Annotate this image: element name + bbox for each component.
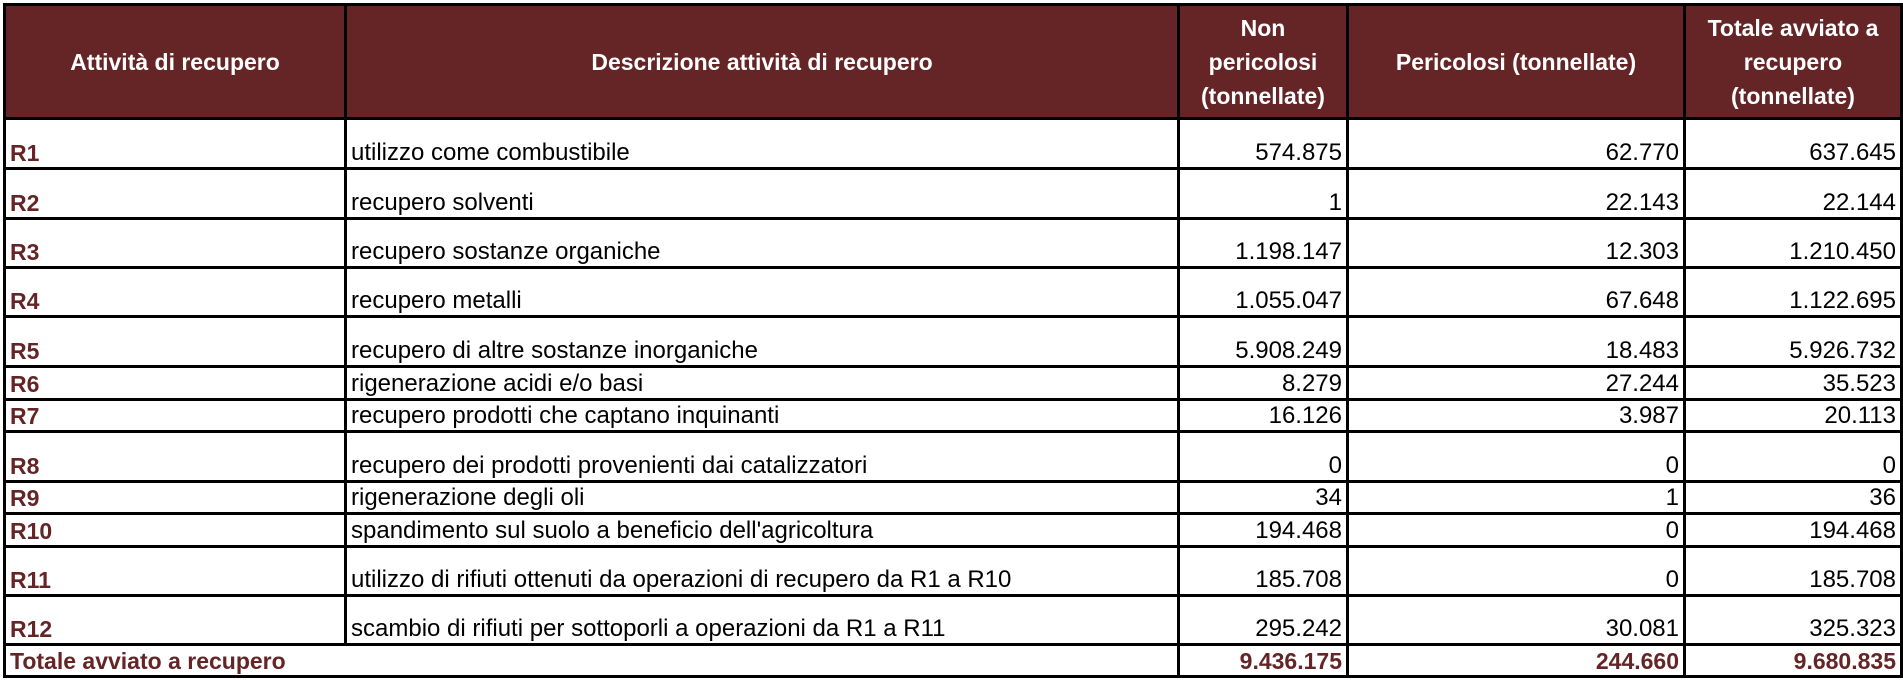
- total-non-hazardous: 9.436.175: [1179, 645, 1348, 677]
- activity-code: R3: [5, 219, 346, 268]
- activity-description: rigenerazione degli oli: [346, 482, 1179, 514]
- non-hazardous-value: 1.198.147: [1179, 219, 1348, 268]
- activity-code: R11: [5, 547, 346, 596]
- total-value: 194.468: [1685, 514, 1902, 547]
- header-non-hazardous: Non pericolosi (tonnellate): [1179, 5, 1348, 119]
- table-row: [5, 514, 1902, 547]
- activity-description: scambio di rifiuti per sottoporli a operazioni da R1 a R11: [346, 596, 1179, 645]
- non-hazardous-value: 194.468: [1179, 514, 1348, 547]
- table-row: [5, 169, 1902, 219]
- header-activity: Attività di recupero: [5, 5, 346, 119]
- total-value: 22.144: [1685, 169, 1902, 219]
- activity-description: recupero prodotti che captano inquinanti: [346, 400, 1179, 432]
- total-hazardous: 244.660: [1348, 645, 1685, 677]
- total-value: 1.122.695: [1685, 268, 1902, 317]
- activity-description: recupero metalli: [346, 268, 1179, 317]
- non-hazardous-value: 1.055.047: [1179, 268, 1348, 317]
- activity-code: R9: [5, 482, 346, 514]
- total-value: 185.708: [1685, 547, 1902, 596]
- activity-description: recupero di altre sostanze inorganiche: [346, 317, 1179, 367]
- grand-total: 9.680.835: [1685, 645, 1902, 677]
- activity-code: R1: [5, 119, 346, 169]
- activity-description: spandimento sul suolo a beneficio dell'agricoltura: [346, 514, 1179, 547]
- total-value: 5.926.732: [1685, 317, 1902, 367]
- hazardous-value: 0: [1348, 514, 1685, 547]
- activity-code: R8: [5, 432, 346, 482]
- activity-description: utilizzo come combustibile: [346, 119, 1179, 169]
- non-hazardous-value: 0: [1179, 432, 1348, 482]
- activity-code: R5: [5, 317, 346, 367]
- table-row: [5, 596, 1902, 645]
- recovery-activities-table: [3, 3, 1903, 678]
- non-hazardous-value: 34: [1179, 482, 1348, 514]
- hazardous-value: 3.987: [1348, 400, 1685, 432]
- hazardous-value: 12.303: [1348, 219, 1685, 268]
- total-value: 36: [1685, 482, 1902, 514]
- table-row: [5, 367, 1902, 400]
- total-value: 20.113: [1685, 400, 1902, 432]
- table-row: [5, 268, 1902, 317]
- table-row: [5, 317, 1902, 367]
- hazardous-value: 1: [1348, 482, 1685, 514]
- non-hazardous-value: 185.708: [1179, 547, 1348, 596]
- hazardous-value: 30.081: [1348, 596, 1685, 645]
- activity-code: R4: [5, 268, 346, 317]
- hazardous-value: 27.244: [1348, 367, 1685, 400]
- activity-code: R7: [5, 400, 346, 432]
- total-label: Totale avviato a recupero: [5, 645, 1179, 677]
- hazardous-value: 0: [1348, 547, 1685, 596]
- hazardous-value: 18.483: [1348, 317, 1685, 367]
- total-value: 35.523: [1685, 367, 1902, 400]
- header-description: Descrizione attività di recupero: [346, 5, 1179, 119]
- header-total: Totale avviato a recupero (tonnellate): [1685, 5, 1902, 119]
- header-hazardous: Pericolosi (tonnellate): [1348, 5, 1685, 119]
- activity-code: R2: [5, 169, 346, 219]
- hazardous-value: 62.770: [1348, 119, 1685, 169]
- activity-code: R12: [5, 596, 346, 645]
- table-row: [5, 119, 1902, 169]
- activity-description: recupero solventi: [346, 169, 1179, 219]
- activity-description: recupero sostanze organiche: [346, 219, 1179, 268]
- hazardous-value: 67.648: [1348, 268, 1685, 317]
- non-hazardous-value: 8.279: [1179, 367, 1348, 400]
- hazardous-value: 0: [1348, 432, 1685, 482]
- table-row: [5, 219, 1902, 268]
- table-row: [5, 482, 1902, 514]
- non-hazardous-value: 16.126: [1179, 400, 1348, 432]
- activity-description: recupero dei prodotti provenienti dai catalizzatori: [346, 432, 1179, 482]
- total-value: 325.323: [1685, 596, 1902, 645]
- activity-description: rigenerazione acidi e/o basi: [346, 367, 1179, 400]
- activity-code: R6: [5, 367, 346, 400]
- activity-code: R10: [5, 514, 346, 547]
- total-value: 637.645: [1685, 119, 1902, 169]
- table-row: [5, 400, 1902, 432]
- header-row: [5, 5, 1902, 119]
- total-row: [5, 645, 1902, 677]
- non-hazardous-value: 1: [1179, 169, 1348, 219]
- non-hazardous-value: 5.908.249: [1179, 317, 1348, 367]
- activity-description: utilizzo di rifiuti ottenuti da operazioni di recupero da R1 a R10: [346, 547, 1179, 596]
- non-hazardous-value: 295.242: [1179, 596, 1348, 645]
- total-value: 0: [1685, 432, 1902, 482]
- total-value: 1.210.450: [1685, 219, 1902, 268]
- table-row: [5, 547, 1902, 596]
- non-hazardous-value: 574.875: [1179, 119, 1348, 169]
- hazardous-value: 22.143: [1348, 169, 1685, 219]
- table-row: [5, 432, 1902, 482]
